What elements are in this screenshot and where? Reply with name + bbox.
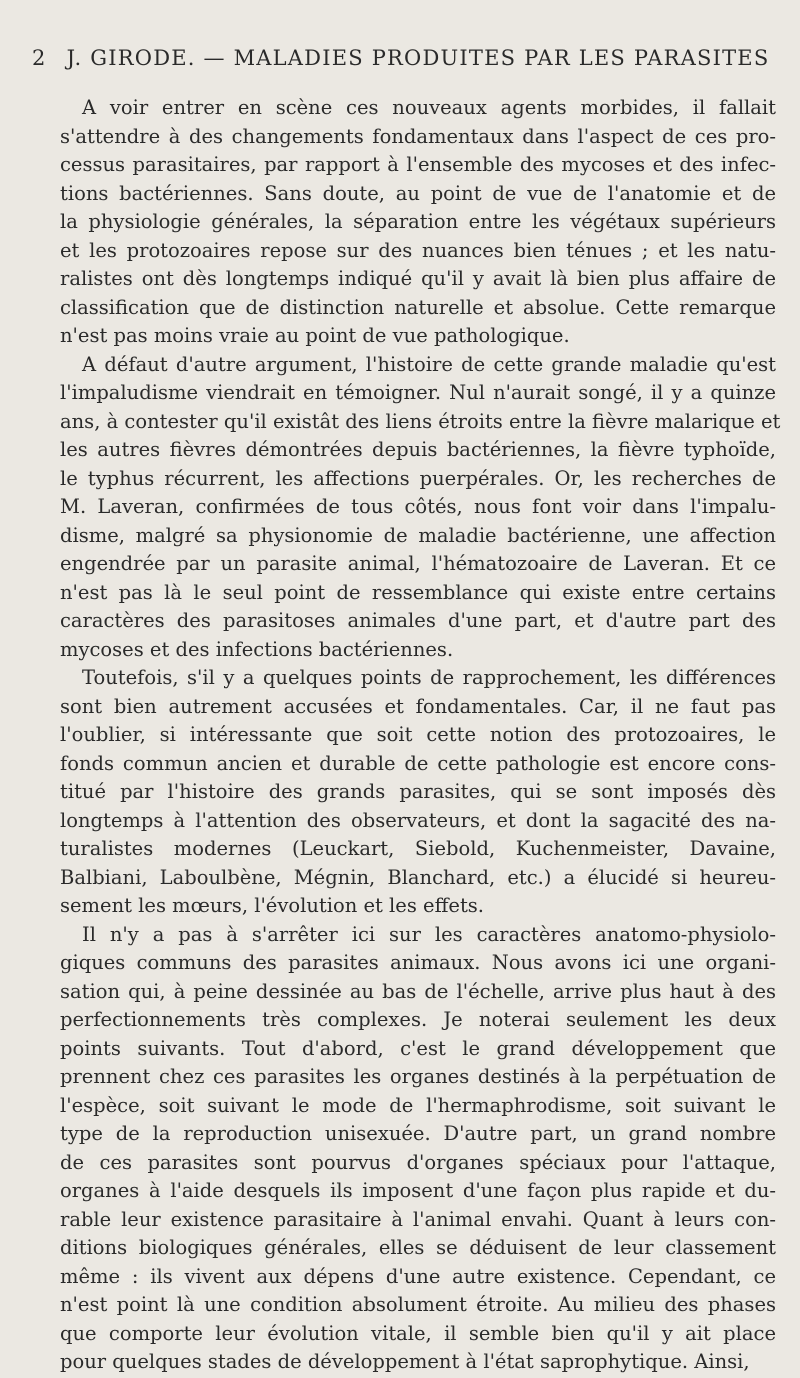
text-line: n'est pas moins vraie au point de vue pathologique.	[60, 324, 570, 347]
text-line: type de la reproduction unisexuée. D'autre part, un grand nombre	[60, 1122, 776, 1145]
text-line: longtemps à l'attention des observateurs, et dont la sagacité des na-	[60, 808, 776, 832]
text-line: le typhus récurrent, les affections puerpérales. Or, les recherches de	[60, 466, 776, 490]
text-line: même : ils vivent aux dépens d'une autre existence. Cependant, ce	[60, 1264, 776, 1288]
text-line: la physiologie générales, la séparation entre les végétaux supérieurs	[60, 210, 776, 233]
text-line: les autres fièvres démontrées depuis bactériennes, la fièvre typhoïde,	[60, 438, 776, 461]
body-text	[60, 94, 781, 1377]
text-line: sement les mœurs, l'évolution et les effets.	[60, 894, 485, 917]
text-line: A défaut d'autre argument, l'histoire de cette grande maladie qu'est	[82, 352, 776, 376]
text-line: n'est pas là le seul point de ressemblance qui existe entre certains	[60, 580, 776, 604]
text-line: organes à l'aide desquels ils imposent d'une façon plus rapide et du-	[60, 1179, 776, 1202]
text-line: sont bien autrement accusées et fondamentales. Car, il ne faut pas	[60, 694, 776, 718]
running-header	[32, 46, 770, 70]
text-line: engendrée par un parasite animal, l'hématozoaire de Laveran. Et ce	[60, 552, 776, 575]
text-line: l'oublier, si intéressante que soit cette notion des protozoaires, le	[60, 723, 776, 746]
text-line: cessus parasitaires, par rapport à l'ensemble des mycoses et des infec-	[60, 153, 776, 176]
text-line: M. Laveran, confirmées de tous côtés, nous font voir dans l'impalu-	[60, 495, 776, 518]
text-line: l'impaludisme viendrait en témoigner. Nul n'aurait songé, il y a quinze	[60, 381, 776, 404]
text-line: Il n'y a pas à s'arrêter ici sur les caractères anatomo-physiolo-	[82, 922, 776, 946]
text-line: que comporte leur évolution vitale, il semble bien qu'il y ait place	[60, 1321, 776, 1345]
text-line: ditions biologiques générales, elles se déduisent de leur classement	[60, 1236, 776, 1259]
text-line: n'est point là une condition absolument étroite. Au milieu des phases	[60, 1293, 776, 1316]
text-line: caractères des parasitoses animales d'une part, et d'autre part des	[60, 609, 776, 632]
text-line: rable leur existence parasitaire à l'animal envahi. Quant à leurs con-	[60, 1207, 776, 1231]
running-title: J. GIRODE. — MALADIES PRODUITES PAR LES PARASITES	[66, 46, 770, 70]
text-line: perfectionnements très complexes. Je noterai seulement les deux	[60, 1008, 776, 1031]
text-line: et les protozoaires repose sur des nuances bien ténues ; et les natu-	[60, 238, 776, 262]
text-line: mycoses et des infections bactériennes.	[60, 637, 454, 661]
text-line: Balbiani, Laboulbène, Mégnin, Blanchard, etc.) a élucidé si heureu-	[60, 865, 776, 889]
paragraph	[60, 664, 776, 921]
text-line: pour quelques stades de développement à l'état saprophytique. Ainsi,	[60, 1350, 750, 1373]
text-line: points suivants. Tout d'abord, c'est le grand développement que	[60, 1036, 776, 1060]
page-number: 2	[32, 46, 47, 70]
text-line: giques communs des parasites animaux. Nous avons ici une organi-	[60, 951, 776, 974]
text-line: fonds commun ancien et durable de cette pathologie est encore cons-	[60, 751, 776, 775]
text-line: titué par l'histoire des grands parasites, qui se sont imposés dès	[60, 780, 776, 803]
text-line: de ces parasites sont pourvus d'organes spéciaux pour l'attaque,	[60, 1150, 776, 1174]
text-line: sation qui, à peine dessinée au bas de l'échelle, arrive plus haut à des	[60, 979, 776, 1003]
text-line: ans, à contester qu'il existât des liens étroits entre la fièvre malarique et	[60, 409, 781, 433]
paragraph	[60, 921, 776, 1377]
text-line: l'espèce, soit suivant le mode de l'hermaphrodisme, soit suivant le	[60, 1093, 776, 1117]
text-line: ralistes ont dès longtemps indiqué qu'il y avait là bien plus affaire de	[60, 267, 776, 290]
paragraph	[60, 351, 781, 665]
text-line: tions bactériennes. Sans doute, au point de vue de l'anatomie et de	[60, 181, 776, 205]
text-line: s'attendre à des changements fondamentaux dans l'aspect de ces pro-	[60, 124, 776, 148]
text-line: Toutefois, s'il y a quelques points de rapprochement, les différences	[82, 666, 776, 689]
text-line: prennent chez ces parasites les organes destinés à la perpétuation de	[60, 1065, 776, 1088]
text-line: disme, malgré sa physionomie de maladie bactérienne, une affection	[60, 523, 776, 547]
text-line: turalistes modernes (Leuckart, Siebold, Kuchenmeister, Davaine,	[60, 837, 776, 860]
text-line: A voir entrer en scène ces nouveaux agents morbides, il fallait	[82, 96, 776, 119]
text-line: classification que de distinction naturelle et absolue. Cette remarque	[60, 295, 776, 319]
paragraph	[60, 94, 776, 351]
